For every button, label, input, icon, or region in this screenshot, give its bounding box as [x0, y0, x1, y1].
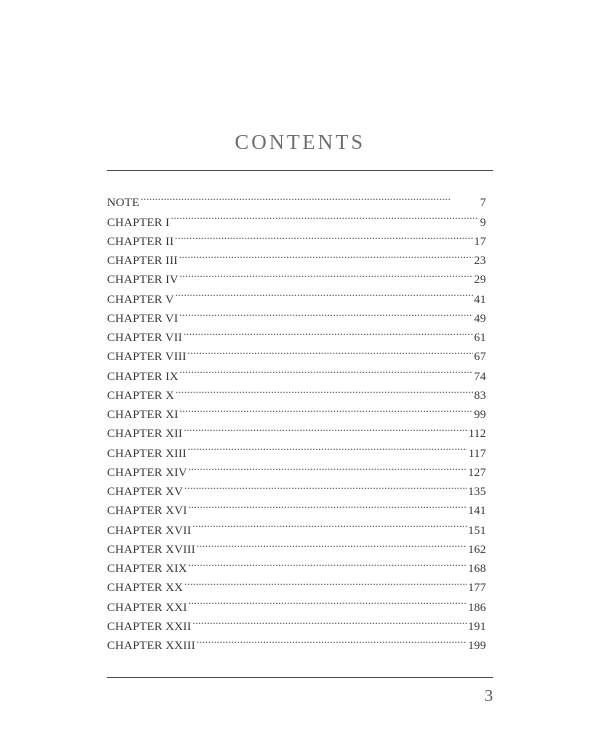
dot-leader — [179, 399, 473, 418]
folio-page-number: 3 — [484, 686, 493, 705]
page-title: CONTENTS — [234, 130, 366, 154]
toc-entry-page-number: 186 — [468, 599, 486, 614]
toc-entry-label: CHAPTER XII — [107, 426, 183, 441]
dot-leader — [188, 591, 467, 610]
toc-entry-label: CHAPTER V — [107, 291, 175, 306]
dot-leader — [192, 611, 467, 630]
toc-entry-label: CHAPTER XX — [107, 580, 184, 595]
toc-entry-page-number: 162 — [468, 541, 486, 556]
toc-entry-page-number: 127 — [468, 464, 486, 479]
toc-entry-label: CHAPTER XVIII — [107, 541, 196, 556]
toc-entry-page-number: 99 — [474, 407, 486, 421]
dot-leader — [192, 514, 467, 533]
toc-entry-page-number: 117 — [468, 445, 486, 460]
top-divider — [107, 170, 493, 171]
toc-entry-label: CHAPTER XXII — [107, 618, 192, 633]
toc-entry-page-number: 135 — [468, 484, 486, 498]
toc-entry-label: CHAPTER XXIII — [107, 638, 196, 652]
toc-entry[interactable] — [107, 206, 486, 229]
toc-entry-page-number: 7 — [480, 195, 486, 210]
toc-entry-page-number: 67 — [474, 349, 486, 364]
toc-entry-page-number: 23 — [474, 253, 486, 267]
dot-leader — [171, 206, 479, 225]
dot-leader — [188, 437, 468, 456]
toc-entry-label: CHAPTER XV — [107, 484, 184, 498]
toc-entry-label: CHAPTER III — [107, 253, 178, 267]
dot-leader — [183, 418, 467, 437]
dot-leader — [175, 380, 473, 399]
toc-entry-label: CHAPTER XIII — [107, 445, 187, 460]
dot-leader — [179, 303, 473, 322]
toc-entry-page-number: 168 — [468, 561, 486, 575]
dot-leader — [187, 341, 473, 360]
toc-entry-label: CHAPTER IX — [107, 368, 179, 383]
dot-leader — [183, 322, 473, 341]
dot-leader — [184, 572, 467, 591]
toc-entry-label: CHAPTER II — [107, 233, 174, 248]
toc-entry-page-number: 151 — [468, 522, 486, 537]
toc-entry-page-number: 191 — [468, 618, 486, 633]
dot-leader — [196, 630, 467, 649]
toc-entry-label: CHAPTER X — [107, 387, 175, 402]
dot-leader — [179, 245, 473, 264]
dot-leader — [188, 457, 467, 476]
toc-entry-page-number: 199 — [468, 638, 486, 652]
toc-entry-page-number: 74 — [474, 368, 486, 383]
toc-entry[interactable] — [107, 187, 486, 210]
toc-entry-label: CHAPTER XI — [107, 407, 179, 421]
toc-entry-label: CHAPTER XIX — [107, 561, 188, 575]
toc-entry-label: NOTE — [107, 195, 140, 210]
toc-entry-page-number: 61 — [474, 330, 486, 344]
toc-entry-page-number: 9 — [480, 214, 486, 229]
toc-entry-page-number: 29 — [474, 272, 486, 287]
toc-entry-label: CHAPTER VIII — [107, 349, 187, 364]
dot-leader — [196, 534, 467, 553]
table-of-contents — [107, 187, 486, 652]
dot-leader — [175, 283, 473, 302]
dot-leader — [140, 187, 479, 206]
toc-entry-page-number: 83 — [474, 387, 486, 402]
toc-entry-page-number: 17 — [474, 233, 486, 248]
toc-entry-label: CHAPTER XVI — [107, 503, 188, 518]
dot-leader — [188, 495, 467, 514]
toc-entry-page-number: 177 — [468, 580, 486, 595]
toc-entry-label: CHAPTER VI — [107, 310, 179, 325]
dot-leader — [184, 476, 467, 495]
bottom-divider — [107, 677, 493, 678]
toc-entry-label: CHAPTER XIV — [107, 464, 188, 479]
toc-entry-label: CHAPTER IV — [107, 272, 179, 287]
toc-entry-page-number: 41 — [474, 291, 486, 306]
dot-leader — [175, 226, 473, 245]
toc-entry-label: CHAPTER I — [107, 214, 170, 229]
toc-entry-label: CHAPTER XXI — [107, 599, 188, 614]
dot-leader — [179, 264, 473, 283]
toc-entry-page-number: 112 — [468, 426, 486, 441]
toc-entry-label: CHAPTER XVII — [107, 522, 192, 537]
toc-entry-page-number: 49 — [474, 310, 486, 325]
dot-leader — [179, 360, 473, 379]
toc-entry-label: CHAPTER VII — [107, 330, 183, 344]
dot-leader — [188, 553, 467, 572]
toc-entry-page-number: 141 — [468, 503, 486, 518]
